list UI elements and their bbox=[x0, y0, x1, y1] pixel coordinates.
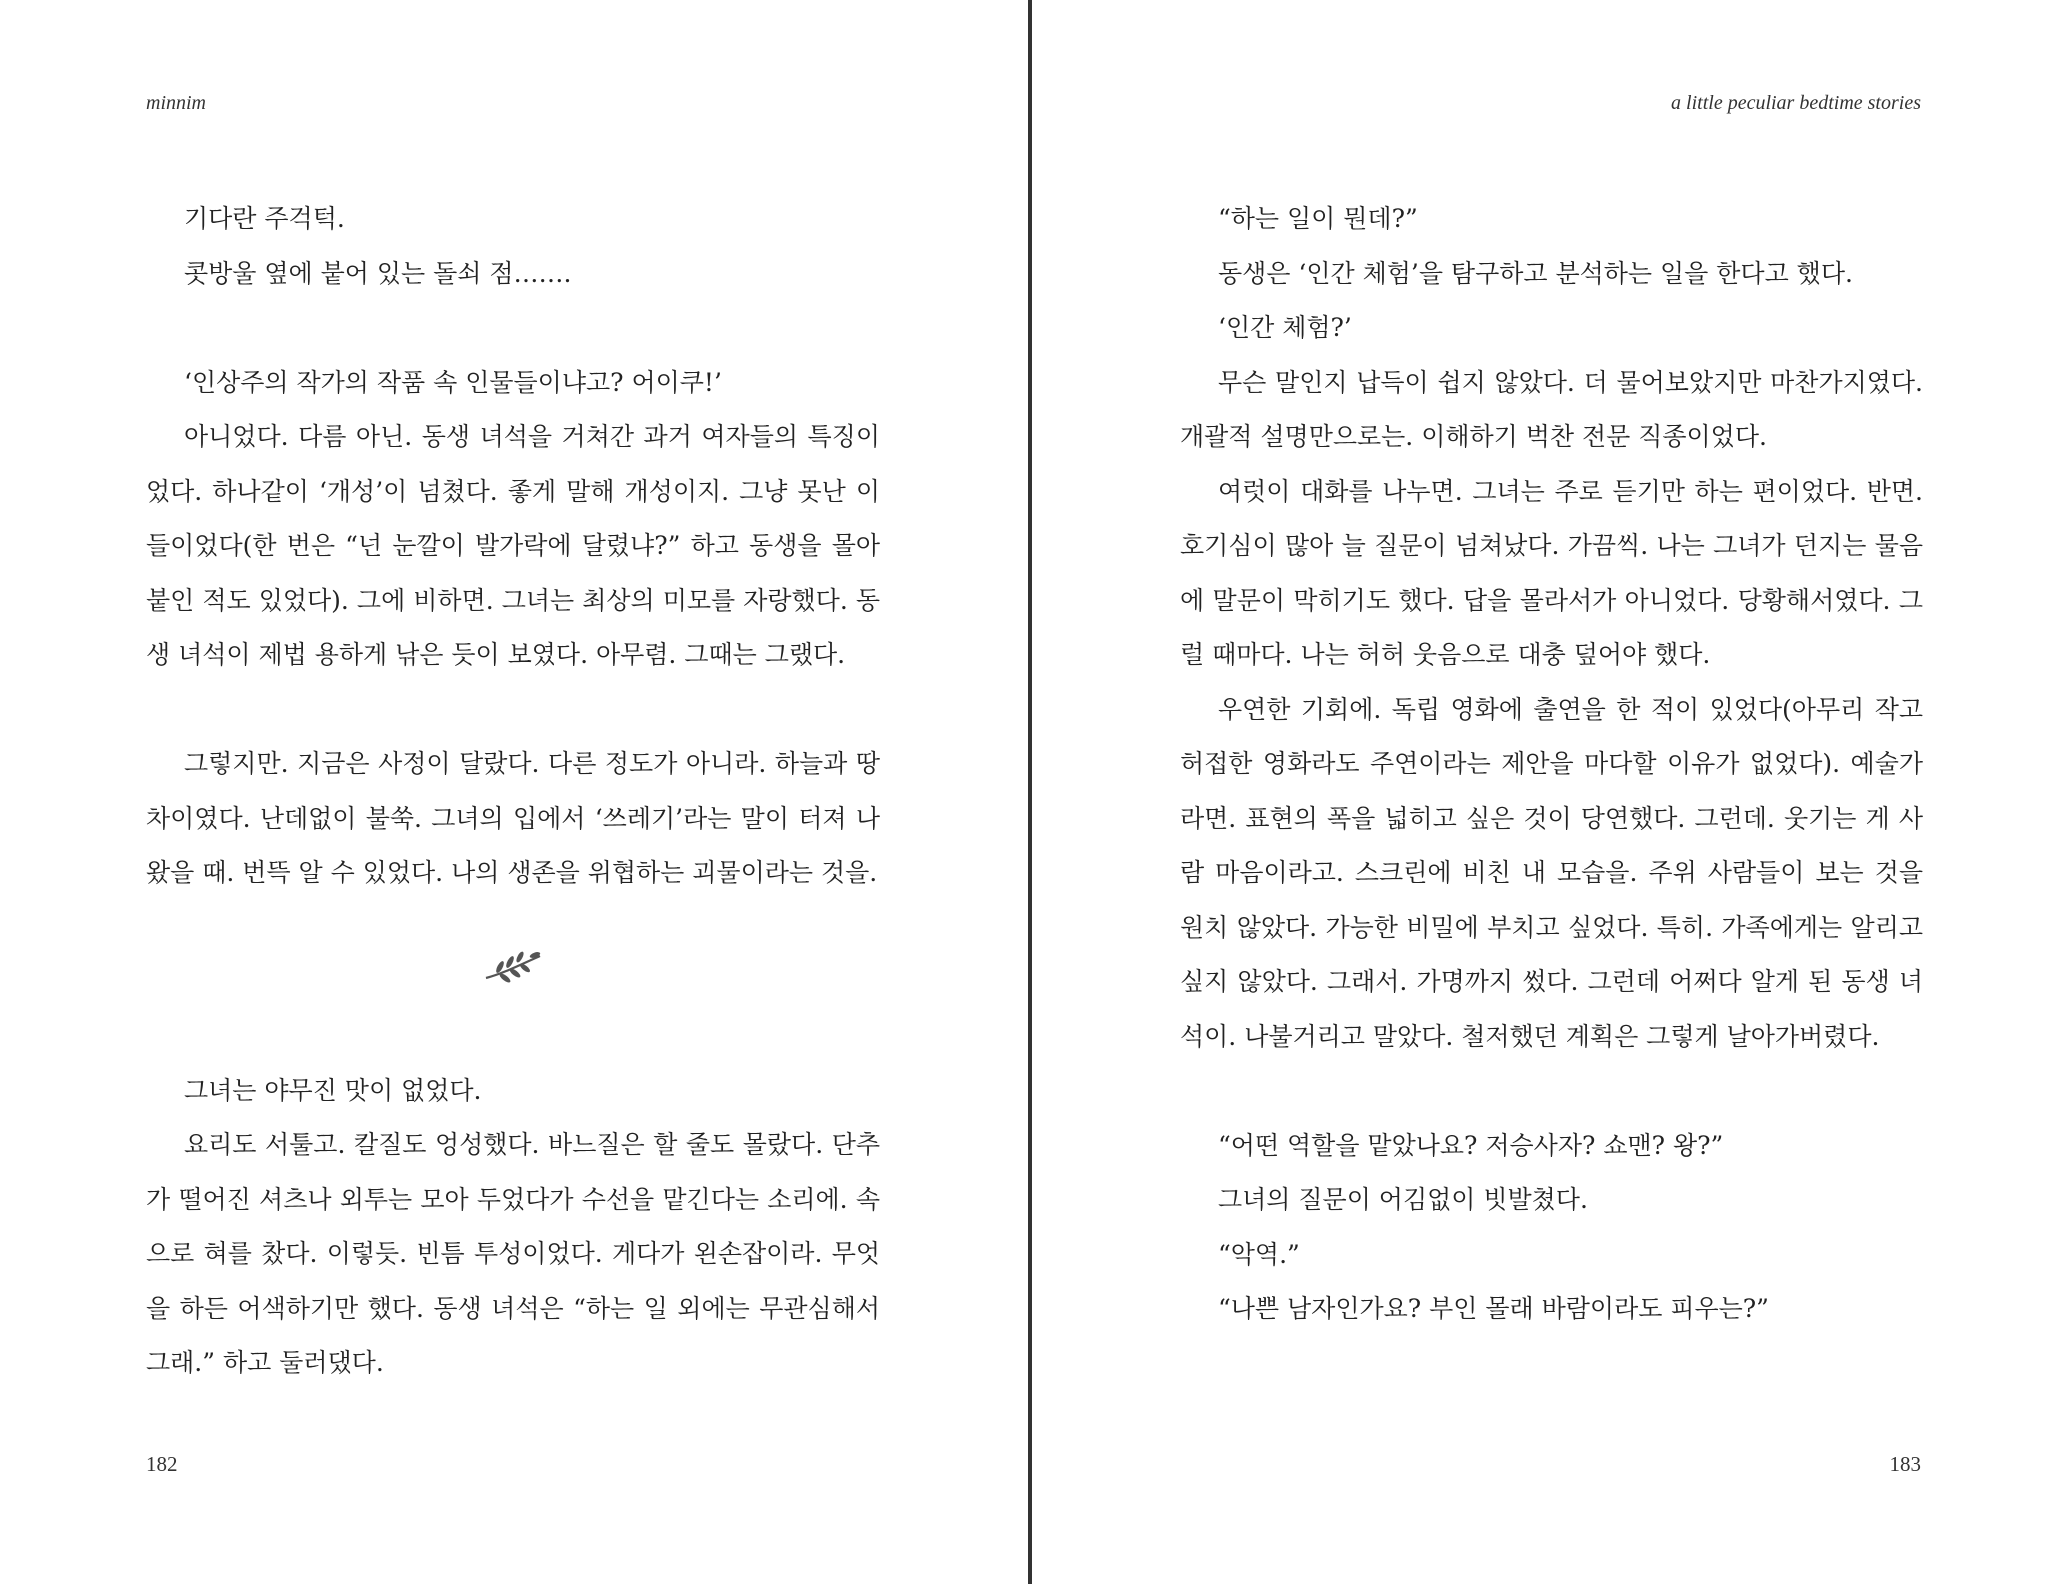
paragraph-gap bbox=[146, 683, 880, 738]
paragraph-gap bbox=[146, 301, 880, 356]
paragraph: ‘인간 체험?’ bbox=[1218, 313, 1352, 342]
paragraph-gap bbox=[1180, 1064, 1923, 1119]
paragraph: “나쁜 남자인가요? 부인 몰래 바람이라도 피우는?” bbox=[1218, 1294, 1769, 1323]
page-number: 182 bbox=[146, 1452, 178, 1476]
paragraph: 요리도 서툴고. 칼질도 엉성했다. 바느질은 할 줄도 몰랐다. 단추가 떨어진 셔츠나 외투는 모아 두었다가 수선을 맡긴다는 소리에. 속으로 혀를 찼다. 이렇듯. 빈틈 투성이었다. 게다가 왼손잡이라. 무엇을 하든 어색하기만 했다. 동생 녀석은 “하는 일 외에는 무관심해서 그래.” 하고 둘러댔다. bbox=[146, 1130, 880, 1377]
paragraph: 콧방울 옆에 붙어 있는 돌쇠 점……. bbox=[184, 258, 572, 288]
section-break bbox=[146, 901, 880, 1064]
paragraph: ‘인상주의 작가의 작품 속 인물들이냐고? 어이쿠!’ bbox=[184, 367, 722, 397]
paragraph: 그녀는 야무진 맛이 없었다. bbox=[184, 1075, 482, 1105]
paragraph: “악역.” bbox=[1218, 1239, 1300, 1269]
paragraph: 기다란 주걱턱. bbox=[184, 204, 345, 233]
paragraph: 아니었다. 다름 아닌. 동생 녀석을 거쳐간 과거 여자들의 특징이었다. 하나같이 ‘개성’이 넘쳤다. 좋게 말해 개성이지. 그냥 못난 이들이었다(한 번은 “넌 눈깔이 발가락에 달렸냐?” 하고 동생을 몰아붙인 적도 있었다). 그에 비하면. 그녀는 최상의 미모를 자랑했다. 동생 녀석이 제법 용하게 낚은 듯이 보였다. 아무렴. 그때는 그랬다. bbox=[146, 422, 880, 669]
leaf-sprig-ornament-icon bbox=[482, 947, 544, 983]
paragraph: “하는 일이 뭔데?” bbox=[1218, 204, 1418, 233]
paragraph: 그녀의 질문이 어김없이 빗발쳤다. bbox=[1218, 1185, 1588, 1214]
paragraph: 그렇지만. 지금은 사정이 달랐다. 다른 정도가 아니라. 하늘과 땅 차이였다. 난데없이 불쑥. 그녀의 입에서 ‘쓰레기’라는 말이 터져 나왔을 때. 번뜩 알 수 있었다. 나의 생존을 위협하는 괴물이라는 것을. bbox=[146, 749, 880, 887]
running-head-author: minnim bbox=[146, 92, 206, 114]
paragraph: 우연한 기회에. 독립 영화에 출연을 한 적이 있었다(아무리 작고 허접한 영화라도 주연이라는 제안을 마다할 이유가 없었다). 예술가라면. 표현의 폭을 넓히고 싶은 것이 당연했다. 그런데. 웃기는 게 사람 마음이라고. 스크린에 비친 내 모습을. 주위 사람들이 보는 것을 원치 않았다. 가능한 비밀에 부치고 싶었다. 특히. 가족에게는 알리고 싶지 않았다. 그래서. 가명까지 썼다. 그런데 어쩌다 알게 된 동생 녀석이. 나불거리고 말았다. 철저했던 계획은 그렇게 날아가버렸다. bbox=[1180, 694, 1923, 1051]
paragraph: 여럿이 대화를 나누면. 그녀는 주로 듣기만 하는 편이었다. 반면. 호기심이 많아 늘 질문이 넘쳐났다. 가끔씩. 나는 그녀가 던지는 물음에 말문이 막히기도 했다. 답을 몰라서가 아니었다. 당황해서였다. 그럴 때마다. 나는 허허 웃음으로 대충 덮어야 했다. bbox=[1180, 476, 1923, 669]
paragraph: 동생은 ‘인간 체험’을 탐구하고 분석하는 일을 한다고 했다. bbox=[1218, 258, 1853, 288]
left-page-text bbox=[146, 192, 880, 1391]
paragraph: “어떤 역할을 맡았나요? 저승사자? 쇼맨? 왕?” bbox=[1218, 1130, 1724, 1160]
right-page bbox=[1032, 0, 2054, 1584]
right-page-text bbox=[1180, 192, 1923, 1337]
page-number: 183 bbox=[1889, 1452, 1921, 1476]
running-head-title: a little peculiar bedtime stories bbox=[1671, 92, 1921, 114]
paragraph: 무슨 말인지 납득이 쉽지 않았다. 더 물어보았지만 마찬가지였다. 개괄적 설명만으로는. 이해하기 벅찬 전문 직종이었다. bbox=[1180, 367, 1923, 451]
